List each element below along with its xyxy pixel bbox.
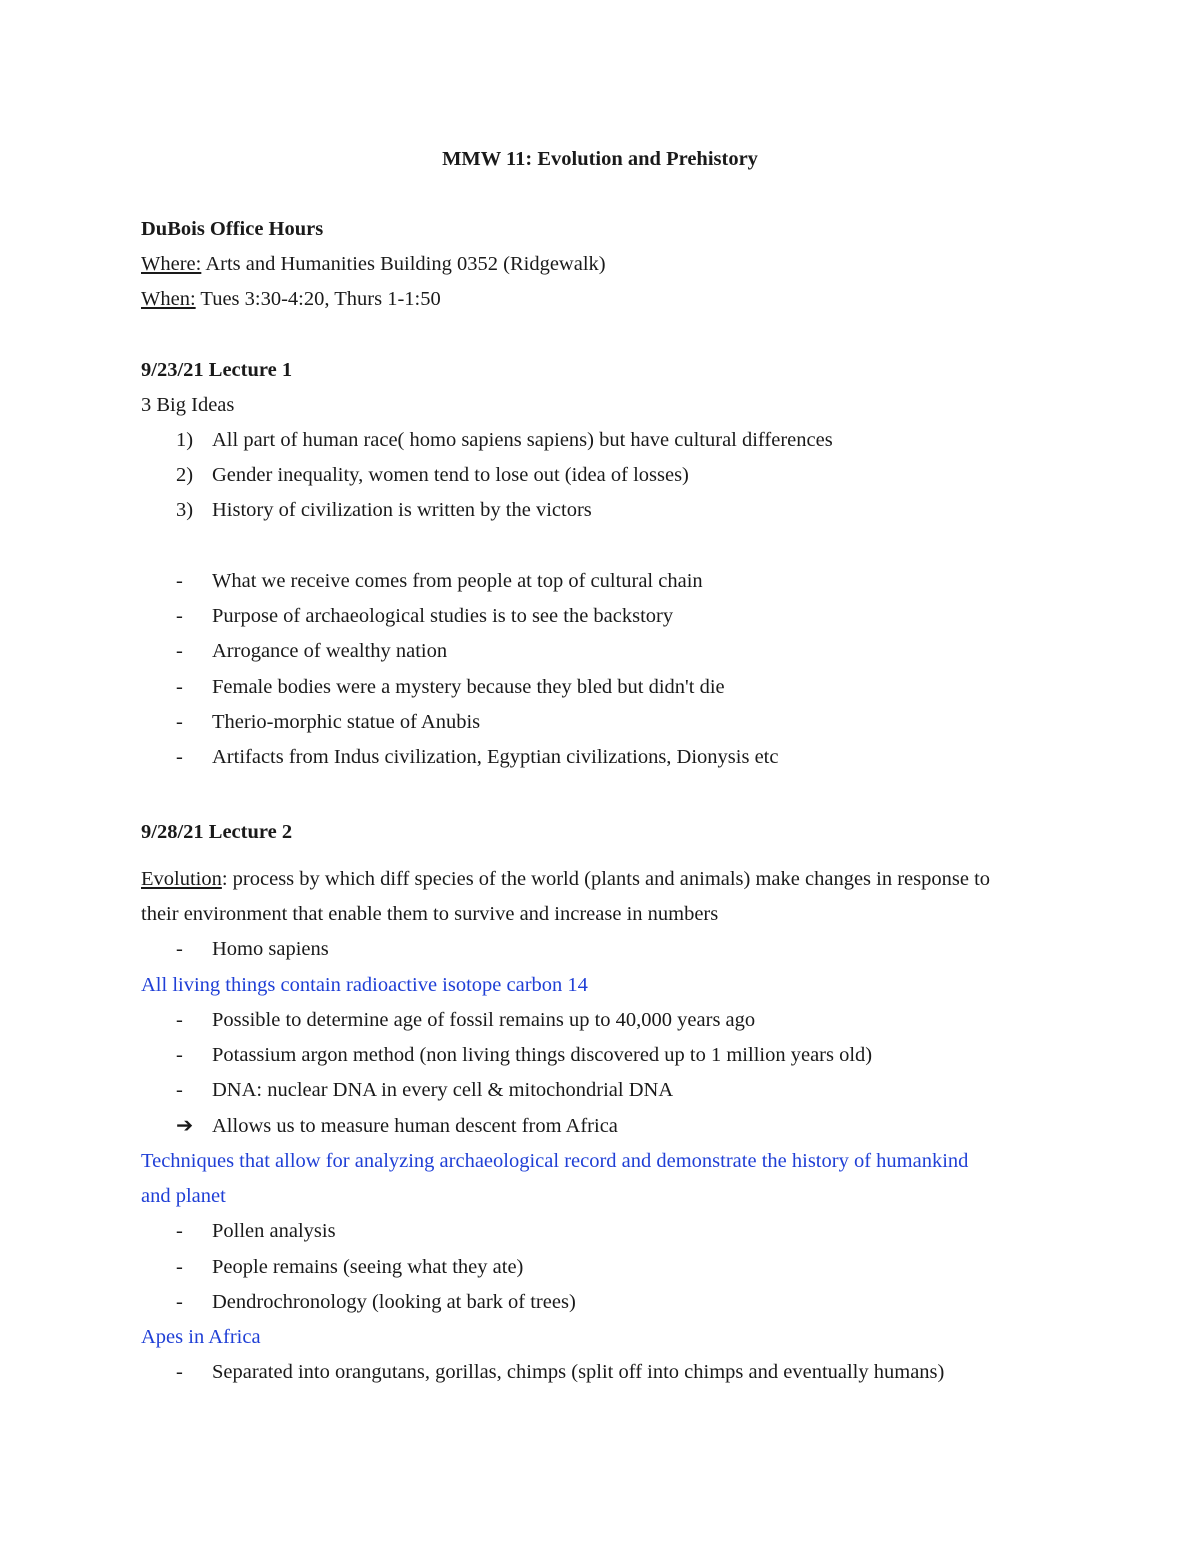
list-marker: - bbox=[176, 605, 183, 627]
list-marker: - bbox=[176, 676, 183, 698]
list-item-text: Allows us to measure human descent from Africa bbox=[212, 1115, 618, 1137]
list-marker: - bbox=[176, 1256, 183, 1278]
list-item-text: History of civilization is written by the victors bbox=[212, 499, 592, 521]
evolution-definition-text: : process by which diff species of the world (plants and animals) make changes in response to bbox=[221, 868, 991, 890]
list-item-text: Homo sapiens bbox=[212, 938, 329, 960]
list-item-text: All part of human race( homo sapiens sapiens) but have cultural differences bbox=[212, 429, 833, 451]
list-item-text: Female bodies were a mystery because they bled but didn't die bbox=[212, 676, 725, 698]
list-item-text: Purpose of archaeological studies is to see the backstory bbox=[212, 605, 674, 627]
list-marker: - bbox=[176, 640, 183, 662]
where-value: Arts and Humanities Building 0352 (Ridgewalk) bbox=[201, 253, 606, 275]
list-marker: - bbox=[176, 570, 183, 592]
list-marker: - bbox=[176, 1079, 183, 1101]
evolution-term: Evolution bbox=[141, 868, 222, 890]
list-item-text: Artifacts from Indus civilization, Egyptian civilizations, Dionysis etc bbox=[212, 746, 779, 768]
carbon-heading: All living things contain radioactive isotope carbon 14 bbox=[141, 974, 588, 996]
apes-heading: Apes in Africa bbox=[141, 1326, 261, 1348]
evolution-definition-continued: their environment that enable them to survive and increase in numbers bbox=[141, 903, 719, 925]
list-marker: - bbox=[176, 1361, 183, 1383]
lecture1-heading: 9/23/21 Lecture 1 bbox=[141, 359, 293, 381]
list-item-text: Separated into orangutans, gorillas, chimps (split off into chimps and eventually humans) bbox=[212, 1361, 945, 1383]
list-marker: - bbox=[176, 1009, 183, 1031]
big-ideas-label: 3 Big Ideas bbox=[141, 394, 235, 416]
office-hours-where bbox=[141, 251, 606, 277]
list-marker: - bbox=[176, 1044, 183, 1066]
list-marker: - bbox=[176, 938, 183, 960]
list-item-text: Dendrochronology (looking at bark of trees) bbox=[212, 1291, 576, 1313]
list-item-text: Gender inequality, women tend to lose out (idea of losses) bbox=[212, 464, 689, 486]
when-value: Tues 3:30-4:20, Thurs 1-1:50 bbox=[195, 288, 441, 310]
document-title: MMW 11: Evolution and Prehistory bbox=[442, 148, 758, 170]
list-marker: - bbox=[176, 746, 183, 768]
list-marker: 2) bbox=[176, 464, 194, 486]
where-label: Where: bbox=[141, 253, 202, 275]
list-item-text: DNA: nuclear DNA in every cell & mitochondrial DNA bbox=[212, 1079, 674, 1101]
list-marker: - bbox=[176, 711, 183, 733]
lecture2-heading: 9/28/21 Lecture 2 bbox=[141, 821, 293, 843]
list-marker: 1) bbox=[176, 429, 194, 451]
list-item-text: What we receive comes from people at top of cultural chain bbox=[212, 570, 703, 592]
techniques-heading: Techniques that allow for analyzing archaeological record and demonstrate the history of humankind bbox=[141, 1150, 969, 1172]
list-item-text: People remains (seeing what they ate) bbox=[212, 1256, 524, 1278]
list-item-text: Potassium argon method (non living things discovered up to 1 million years old) bbox=[212, 1044, 873, 1066]
techniques-heading-continued: and planet bbox=[141, 1185, 226, 1207]
list-marker: 3) bbox=[176, 499, 194, 521]
list-marker: - bbox=[176, 1291, 183, 1313]
arrow-right-icon: ➔ bbox=[176, 1115, 194, 1137]
list-item-text: Therio-morphic statue of Anubis bbox=[212, 711, 481, 733]
when-label: When: bbox=[141, 288, 196, 310]
evolution-definition bbox=[141, 866, 990, 892]
office-hours-heading: DuBois Office Hours bbox=[141, 218, 324, 240]
list-item-text: Possible to determine age of fossil remains up to 40,000 years ago bbox=[212, 1009, 756, 1031]
office-hours-when bbox=[141, 286, 441, 312]
list-item-text: Pollen analysis bbox=[212, 1220, 336, 1242]
list-item-text: Arrogance of wealthy nation bbox=[212, 640, 448, 662]
list-marker: - bbox=[176, 1220, 183, 1242]
